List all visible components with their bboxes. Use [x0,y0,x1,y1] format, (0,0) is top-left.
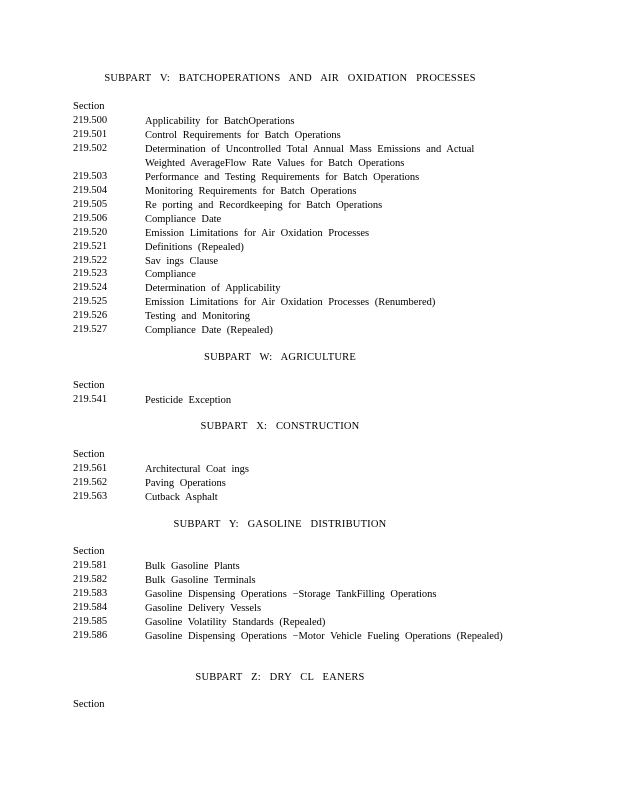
section-title: Compliance Date (Repealed) [145,325,273,336]
section-title: Determination of Uncontrolled Total Annual Mass Emissions and Actual Weighted AverageFlow Rate Values for Batch Operations [145,144,475,169]
subpart-y-heading: SUBPART Y: GASOLINE DISTRIBUTION [173,519,387,530]
subpart-x-heading: SUBPART X: CONSTRUCTION [200,421,360,432]
section-title: Bulk Gasoline Plants [145,561,240,572]
subpart-w-heading: SUBPART W: AGRICULTURE [204,352,356,363]
subpart-z-heading: SUBPART Z: DRY CL EANERS [195,672,365,683]
section-title: Emission Limitations for Air Oxidation Processes [145,228,370,239]
section-number: 219.505 [73,199,108,210]
section-title: Architectural Coat ings [145,464,249,475]
section-number: 219.581 [73,560,108,571]
section-number: 219.562 [73,477,108,488]
section-title: Gasoline Dispensing Operations −Motor Vehicle Fueling Operations (Repealed) [145,631,503,642]
section-title: Sav ings Clause [145,256,219,267]
section-title: Compliance Date [145,214,222,225]
section-title: Emission Limitations for Air Oxidation Processes (Renumbered) [145,297,436,308]
section-label: Section [73,449,105,460]
section-title: Re porting and Recordkeeping for Batch Operations [145,200,383,211]
section-title: Compliance [145,269,196,280]
section-title: Bulk Gasoline Terminals [145,575,256,586]
section-title: Gasoline Dispensing Operations −Storage TankFilling Operations [145,589,437,600]
section-number: 219.563 [73,491,108,502]
section-title: Monitoring Requirements for Batch Operations [145,186,357,197]
section-number: 219.586 [73,630,108,641]
section-number: 219.561 [73,463,108,474]
subpart-v-heading: SUBPART V: BATCHOPERATIONS AND AIR OXIDATION PROCESSES [104,73,476,84]
section-title: Cutback Asphalt [145,492,218,503]
section-number: 219.503 [73,171,108,182]
section-number: 219.522 [73,255,108,266]
section-label: Section [73,546,105,557]
section-number: 219.520 [73,227,108,238]
section-label: Section [73,380,105,391]
section-number: 219.524 [73,282,108,293]
section-title: Gasoline Volatility Standards (Repealed) [145,617,326,628]
section-number: 219.526 [73,310,108,321]
section-number: 219.523 [73,268,108,279]
section-title: Performance and Testing Requirements for Batch Operations [145,172,420,183]
section-number: 219.501 [73,129,108,140]
section-label: Section [73,699,105,710]
section-title: Definitions (Repealed) [145,242,244,253]
section-label: Section [73,101,105,112]
section-title: Testing and Monitoring [145,311,251,322]
section-number: 219.585 [73,616,108,627]
section-title: Control Requirements for Batch Operations [145,130,341,141]
section-number: 219.500 [73,115,108,126]
section-title: Paving Operations [145,478,226,489]
section-number: 219.525 [73,296,108,307]
section-title: Gasoline Delivery Vessels [145,603,262,614]
section-number: 219.541 [73,394,108,405]
section-number: 219.506 [73,213,108,224]
section-title: Determination of Applicability [145,283,281,294]
section-number: 219.502 [73,143,108,154]
section-number: 219.521 [73,241,108,252]
section-title: Applicability for BatchOperations [145,116,295,127]
section-number: 219.582 [73,574,108,585]
section-title: Pesticide Exception [145,395,232,406]
section-number: 219.584 [73,602,108,613]
section-number: 219.527 [73,324,108,335]
section-number: 219.583 [73,588,108,599]
section-number: 219.504 [73,185,108,196]
